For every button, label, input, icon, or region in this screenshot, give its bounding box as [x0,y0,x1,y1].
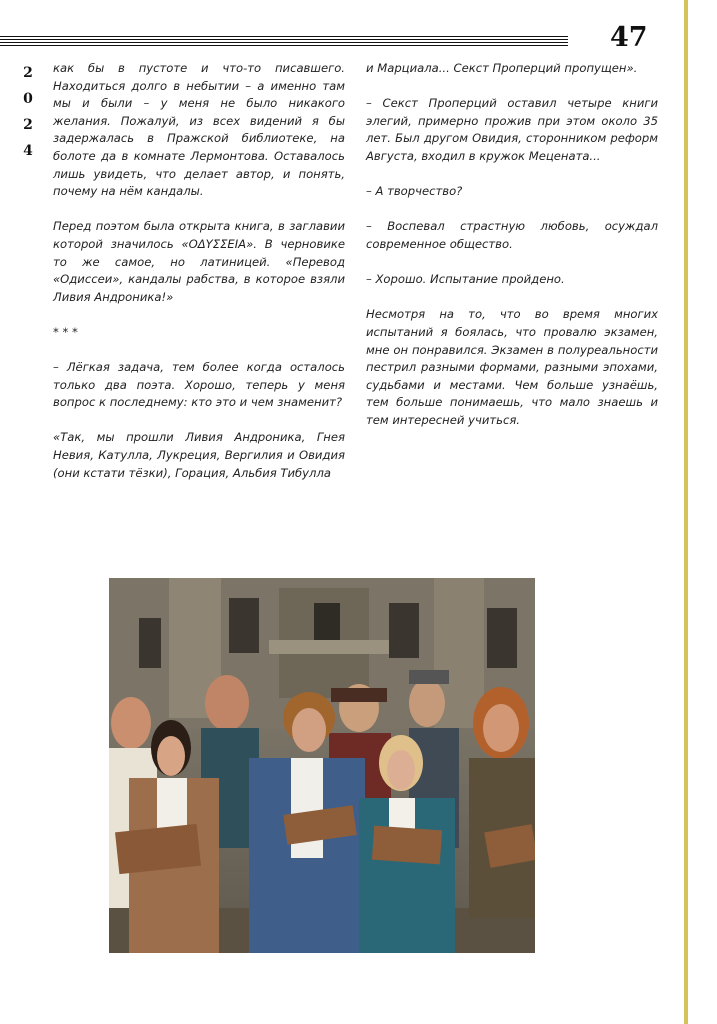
page-edge-accent-bar [684,0,688,1024]
left-text-column [53,60,345,500]
page-number: 47 [610,22,648,53]
illustration-students-with-notebooks [109,578,535,953]
paragraph: – Хорошо. Испытание пройдено. [366,272,565,287]
section-separator: * * * [53,324,78,339]
paragraph: – Лёгкая задача, тем более когда осталось только два поэта. Хорошо, теперь у меня вопрос к последнему: кто это и чем знаменит? [53,360,345,410]
paragraph: как бы в пустоте и что-то писавшего. Находиться долго в небытии – а именно там мы и были – у меня не было никакого желания. Пожалуй, из всех видений я бы задержалась в Пражской библиотеке, на болоте да в комнате Лермонтова. Оставалось лишь увидеть, что делает автор, и понять, почему на нём кандалы. [53,61,345,199]
year-digit: 2 [23,65,33,81]
paragraph: – Воспевал страстную любовь, осуждал современное общество. [366,219,658,251]
year-digit: 2 [23,117,33,133]
paragraph: «Так, мы прошли Ливия Андроника, Гнея Невия, Катулла, Лукреция, Вергилия и Овидия (они кстати тёзки), Горация, Альбия Тибулла [53,430,345,480]
paragraph: Перед поэтом была открыта книга, в заглавии которой значилось «ΟΔΥΣΣΕΙΑ». В черновике то же самое, но латиницей. «Перевод «Одиссеи», кандалы рабства, в которое взяли Ливия Андроника!» [53,219,345,304]
paragraph: – Секст Проперций оставил четыре книги элегий, примерно прожив при этом около 35 лет. Был другом Овидия, сторонником реформ Августа, входил в кружок Мецената... [366,96,658,163]
paragraph: – А творчество? [366,184,463,199]
right-text-column [366,60,658,447]
header-rule [0,36,568,46]
year-vertical [18,60,38,164]
year-digit: 0 [23,91,33,107]
year-digit: 4 [23,143,33,159]
paragraph: Несмотря на то, что во время многих испытаний я боялась, что провалю экзамен, мне он понравился. Экзамен в полуреальности пестрил разными формами, разными эпохами, судьбами и местами. Чем больше узнаёшь, тем больше понимаешь, что мало знаешь и тем интересней учиться. [366,307,658,427]
paragraph: и Марциала... Секст Проперций пропущен». [366,61,638,75]
